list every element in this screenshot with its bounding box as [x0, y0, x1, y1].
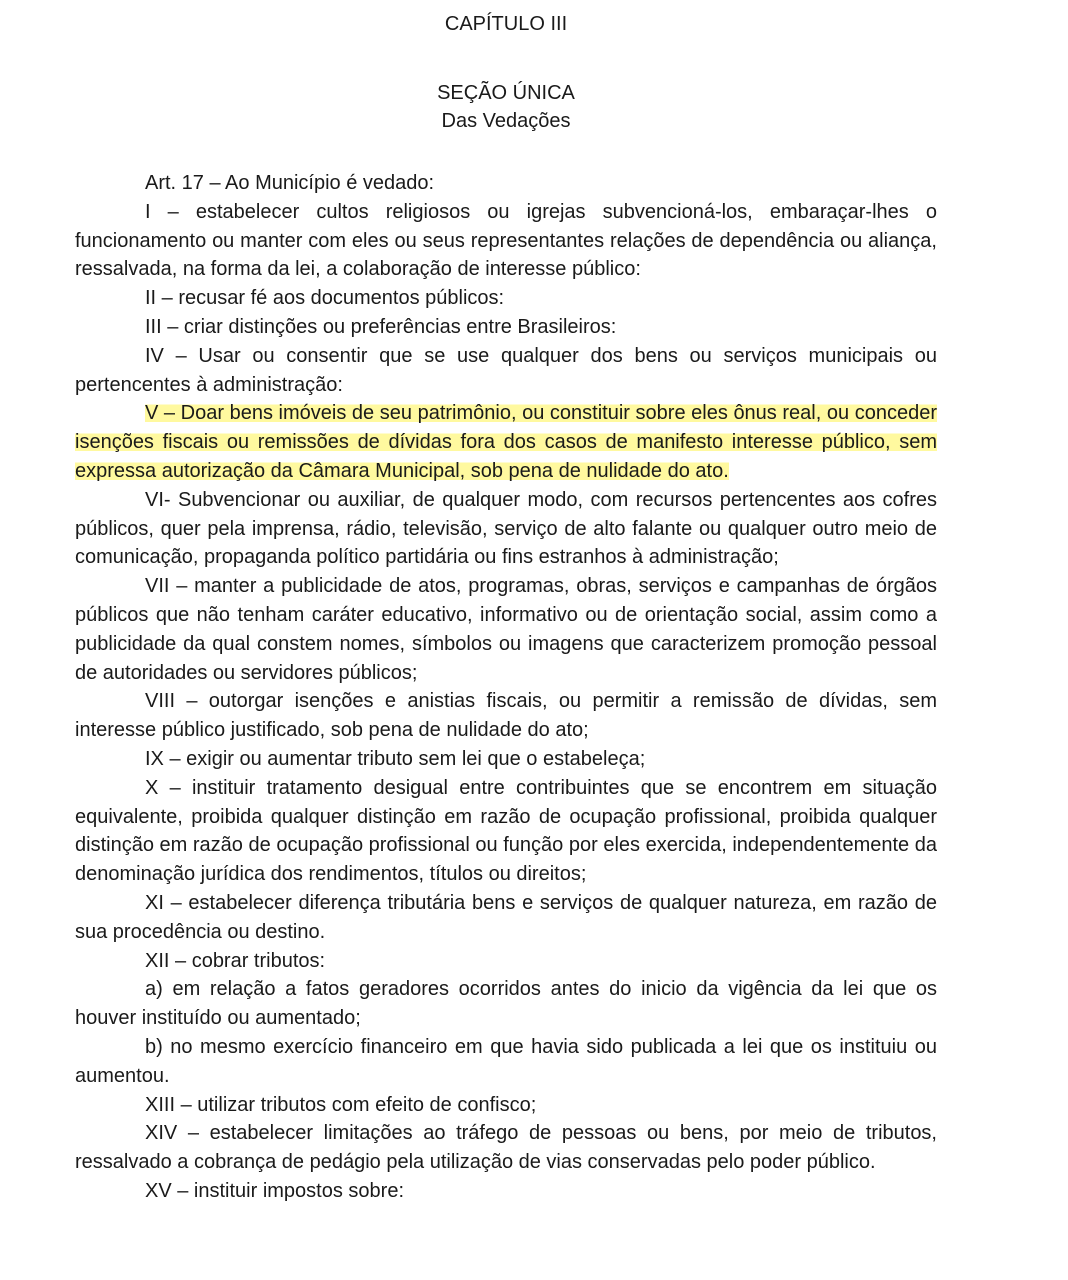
- item-xiii: XIII – utilizar tributos com efeito de confisco;: [145, 1093, 537, 1116]
- item-vii: VII – manter a publicidade de atos, programas, obras, serviços e campanhas de órgãos públicos que não tenham caráter educativo, informativo ou de orientação social, assim como a publicidade da qual constem nomes, símbolos ou imagens que caracterizem promoção pessoal de autoridades ou servidores públicos;: [75, 575, 937, 684]
- article-heading: Art. 17 – Ao Município é vedado:: [145, 172, 435, 194]
- document-page: [75, 0, 937, 1206]
- item-vi: VI- Subvencionar ou auxiliar, de qualquer modo, com recursos pertencentes aos cofres públicos, quer pela imprensa, rádio, televisão, serviço de alto falante ou qualquer outro meio de comunicação, propaganda político partidária ou fins estranhos à administração;: [75, 488, 937, 569]
- item-iv: IV – Usar ou consentir que se use qualquer dos bens ou serviços municipais ou pertencentes à administração:: [75, 344, 937, 396]
- item-i: I – estabelecer cultos religiosos ou igrejas subvencioná-los, embaraçar-lhes o funcionamento ou manter com eles ou seus representantes relações de dependência ou aliança, ressalvada, na forma da lei, a colaboração de interesse público:: [75, 200, 937, 281]
- highlight-mark: V – Doar bens imóveis de seu patrimônio, ou constituir sobre eles ônus real, ou conceder isenções fiscais ou remissões de dívidas fora dos casos de manifesto interesse público, sem expressa autorização da Câmara Municipal, sob pena de nulidade do ato.: [75, 402, 937, 482]
- item-v-highlighted: [75, 399, 937, 485]
- item-ii: II – recusar fé aos documentos públicos:: [145, 287, 505, 310]
- item-ix: IX – exigir ou aumentar tributo sem lei que o estabeleça;: [145, 747, 646, 770]
- chapter-title: CAPÍTULO III: [444, 13, 568, 35]
- item-viii: VIII – outorgar isenções e anistias fiscais, ou permitir a remissão de dívidas, sem interesse público justificado, sob pena de nulidade do ato;: [75, 690, 937, 742]
- item-xi: XI – estabelecer diferença tributária bens e serviços de qualquer natureza, em razão de sua procedência ou destino.: [75, 891, 937, 943]
- item-xii: XII – cobrar tributos:: [145, 949, 326, 972]
- item-iii: III – criar distinções ou preferências entre Brasileiros:: [145, 315, 617, 338]
- item-xv: XV – instituir impostos sobre:: [145, 1179, 404, 1202]
- section-subtitle: Das Vedações: [441, 110, 571, 132]
- item-xii-a: a) em relação a fatos geradores ocorridos antes do inicio da vigência da lei que os houver instituído ou aumentado;: [75, 978, 937, 1030]
- item-xii-b: b) no mesmo exercício financeiro em que havia sido publicada a lei que os instituiu ou aumentou.: [75, 1035, 937, 1087]
- article-body: [75, 169, 937, 1206]
- section-title: SEÇÃO ÚNICA: [437, 82, 575, 104]
- item-xiv: XIV – estabelecer limitações ao tráfego de pessoas ou bens, por meio de tributos, ressalvado a cobrança de pedágio pela utilização de vias conservadas pelo poder público.: [75, 1122, 937, 1174]
- item-x: X – instituir tratamento desigual entre contribuintes que se encontrem em situação equivalente, proibida qualquer distinção em razão de ocupação profissional, proibida qualquer distinção em razão de ocupação profissional ou função por eles exercida, independentemente da denominação jurídica dos rendimentos, títulos ou direitos;: [75, 776, 937, 886]
